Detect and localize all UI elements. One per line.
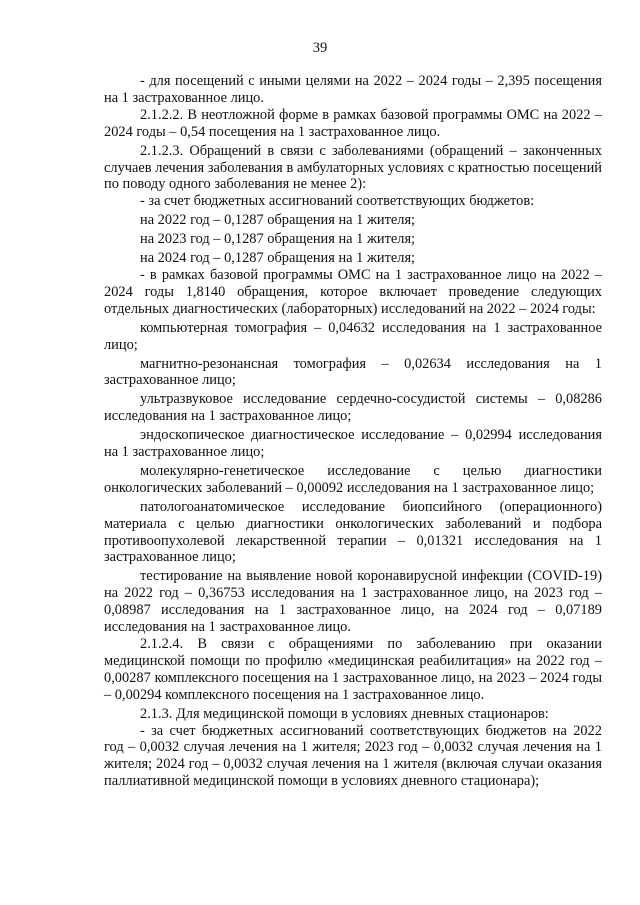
paragraph: молекулярно-генетическое исследование с целью диагностики онкологических заболеваний – 0,00092 исследования на 1 застрахованное лицо; (104, 462, 602, 496)
paragraph: на 2023 год – 0,1287 обращения на 1 жителя; (140, 231, 416, 248)
paragraph: магнитно-резонансная томография – 0,02634 исследования на 1 застрахованное лицо; (104, 355, 602, 389)
paragraph: на 2022 год – 0,1287 обращения на 1 жителя; (140, 212, 416, 229)
paragraph: 2.1.2.2. В неотложной форме в рамках базовой программы ОМС на 2022 – 2024 годы – 0,54 посещения на 1 застрахованное лицо. (104, 106, 602, 140)
paragraph: компьютерная томография – 0,04632 исследования на 1 застрахованное лицо; (104, 319, 602, 353)
paragraph: эндоскопическое диагностическое исследование – 0,02994 исследования на 1 застрахованное лицо; (104, 427, 602, 461)
page-number: 39 (312, 40, 328, 56)
paragraph: - в рамках базовой программы ОМС на 1 застрахованное лицо на 2022 – 2024 годы 1,8140 обращения, которое включает проведение следующих отдельных диагностических (лабораторных) исследований на 2022 – 2024 годы: (104, 266, 602, 317)
paragraph: 2.1.2.3. Обращений в связи с заболеваниями (обращений – законченных случаев лечения заболевания в амбулаторных условиях с кратностью посещений по поводу одного заболевания не менее 2): (104, 142, 602, 193)
paragraph: тестирование на выявление новой коронавирусной инфекции (COVID-19) на 2022 год – 0,36753 исследования на 1 застрахованное лицо, на 2023 год – 0,08987 исследования на 1 застрахованное лицо, на 2024 год – 0,07189 исследования на 1 застрахованное лицо. (104, 568, 602, 636)
paragraph: - за счет бюджетных ассигнований соответствующих бюджетов: (140, 193, 535, 210)
paragraph: - за счет бюджетных ассигнований соответствующих бюджетов на 2022 год – 0,0032 случая лечения на 1 жителя; 2023 год – 0,0032 случая лечения на 1 жителя; 2024 год – 0,0032 случая лечения на 1 жителя (включая случаи оказания паллиативной медицинской помощи в условиях дневного стационара); (104, 722, 602, 790)
paragraph: на 2024 год – 0,1287 обращения на 1 жителя; (140, 250, 416, 267)
paragraph: 2.1.3. Для медицинской помощи в условиях дневных стационаров: (140, 705, 549, 722)
paragraph: патологоанатомическое исследование биопсийного (операционного) материала с целью диагностики онкологических заболеваний и подбора противоопухолевой лекарственной терапии – 0,01321 исследования на 1 застрахованное лицо; (104, 498, 602, 566)
paragraph: ультразвуковое исследование сердечно-сосудистой системы – 0,08286 исследования на 1 застрахованное лицо; (104, 391, 602, 425)
document-body (104, 73, 602, 790)
paragraph: - для посещений с иными целями на 2022 – 2024 годы – 2,395 посещения на 1 застрахованное лицо. (104, 73, 602, 106)
paragraph: 2.1.2.4. В связи с обращениями по заболеванию при оказании медицинской помощи по профилю «медицинская реабилитация» на 2022 год – 0,00287 комплексного посещения на 1 застрахованное лицо, на 2023 – 2024 годы – 0,00294 комплексного посещения на 1 застрахованное лицо. (104, 636, 602, 703)
